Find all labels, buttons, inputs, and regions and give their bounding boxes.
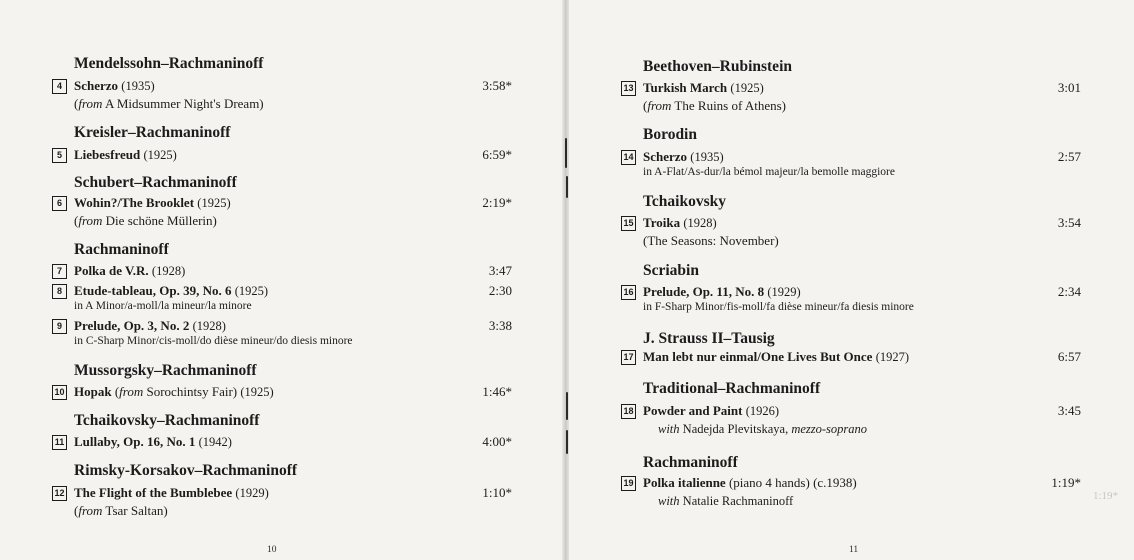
track-year: (1929)	[767, 285, 801, 299]
track-year: (1925)	[730, 81, 764, 95]
track-title: Powder and Paint	[643, 403, 743, 418]
track-title: Liebesfreud	[74, 147, 141, 162]
track-title: Scherzo	[74, 78, 119, 93]
track-year: (1925)	[234, 284, 269, 298]
note-prefix: from	[647, 98, 672, 113]
track-year: (1935)	[690, 150, 724, 164]
with-prefix: with	[658, 422, 680, 436]
track-title: Hopak	[74, 384, 112, 399]
track-year: (1928)	[683, 216, 717, 230]
track-number-box: 8	[52, 284, 67, 299]
composer-heading: Scriabin	[643, 262, 699, 279]
track-number-box: 7	[52, 264, 67, 279]
binding-mark	[566, 392, 568, 420]
note-text: A Midsummer Night's Dream)	[102, 96, 264, 111]
track-title-line	[74, 485, 269, 501]
composer-heading: Rachmaninoff	[74, 241, 169, 258]
track-year: (1926)	[745, 404, 780, 418]
binding-mark	[566, 430, 568, 454]
note-prefix: from	[78, 213, 103, 228]
left-page	[0, 0, 564, 560]
track-number-box: 17	[621, 350, 636, 365]
binding-mark	[566, 176, 568, 198]
track-title-line: Hopak (from Sorochintsy Fair) (1925)	[74, 384, 274, 399]
with-prefix: with	[658, 494, 680, 508]
note-prefix: from	[78, 503, 103, 518]
track-duration: 3:45	[1057, 403, 1081, 418]
track-title-line	[643, 403, 779, 419]
composer-heading: Beethoven–Rubinstein	[643, 58, 792, 75]
binding-mark	[565, 138, 567, 168]
track-number-box: 5	[52, 148, 67, 163]
page-number: 10	[267, 545, 277, 555]
inline-prefix: from	[119, 384, 144, 399]
track-number-box: 11	[52, 435, 67, 450]
composer-heading: Rimsky-Korsakov–Rachmaninoff	[74, 462, 298, 479]
composer-heading: Traditional–Rachmaninoff	[643, 380, 821, 397]
composer-heading: Tchaikovsky–Rachmaninoff	[74, 412, 260, 429]
composer-heading: Tchaikovsky	[643, 193, 726, 210]
track-duration: 1:46*	[482, 384, 512, 399]
track-duration: 2:30	[488, 283, 512, 298]
page-number: 11	[849, 545, 859, 555]
track-key: in C-Sharp Minor/cis-moll/do dièse mineur/do diesis minore	[74, 335, 353, 347]
track-year: (1925)	[143, 148, 177, 162]
composer-heading: Mussorgsky–Rachmaninoff	[74, 362, 257, 379]
track-number-box: 10	[52, 385, 67, 400]
track-performer	[658, 422, 867, 437]
track-number-box: 4	[52, 79, 67, 94]
track-duration: 2:19*	[482, 195, 512, 210]
performer-name: Nadejda Plevitskaya,	[679, 422, 792, 436]
track-year: (1935)	[121, 79, 155, 93]
note-text: Die schöne Müllerin)	[102, 213, 217, 228]
performer-name: Natalie Rachmaninoff	[679, 494, 794, 508]
track-title: Prelude, Op. 3, No. 2	[74, 318, 190, 333]
track-note: (from Tsar Saltan)	[74, 503, 168, 518]
performer-role: mezzo-soprano	[791, 422, 868, 436]
track-duration: 1:10*	[482, 485, 512, 500]
track-performer	[658, 494, 793, 509]
composer-heading: Mendelssohn–Rachmaninoff	[74, 55, 264, 72]
track-year: (1942)	[198, 435, 232, 449]
track-number-box: 18	[621, 404, 636, 419]
track-title: Lullaby, Op. 16, No. 1	[74, 434, 196, 449]
track-duration: 3:38	[488, 318, 512, 333]
track-key: in F-Sharp Minor/fis-moll/fa dièse mineur/fa diesis minore	[643, 301, 914, 313]
track-title: Troika	[643, 215, 681, 230]
track-key: in A Minor/a-moll/la mineur/la minore	[74, 300, 252, 312]
track-duration: 3:47	[488, 263, 512, 278]
track-note: (The Seasons: November)	[643, 233, 779, 248]
track-note: (from The Ruins of Athens)	[643, 98, 787, 113]
track-title-line	[74, 318, 226, 334]
track-title-line	[74, 263, 185, 279]
note-text: Tsar Saltan)	[102, 503, 168, 518]
track-duration: 6:57	[1057, 349, 1081, 364]
track-duration: 2:57	[1057, 149, 1081, 164]
right-page	[569, 0, 1134, 560]
track-title: Polka de V.R.	[74, 263, 149, 278]
track-title: Turkish March	[643, 80, 728, 95]
track-number-box: 14	[621, 150, 636, 165]
track-number-box: 15	[621, 216, 636, 231]
composer-heading: J. Strauss II–Tausig	[643, 330, 775, 347]
track-number-box: 19	[621, 476, 636, 491]
track-title: Man lebt nur einmal/One Lives But Once	[643, 349, 873, 364]
track-title-line	[74, 147, 177, 163]
track-title: Prelude, Op. 11, No. 8	[643, 284, 765, 299]
track-duration: 2:34	[1057, 284, 1081, 299]
track-duration: 6:59*	[482, 147, 512, 162]
track-title-line	[643, 215, 717, 231]
track-title-line	[74, 434, 232, 450]
track-extra: (piano 4 hands) (c.1938)	[725, 475, 857, 490]
track-title: Scherzo	[643, 149, 688, 164]
composer-heading: Schubert–Rachmaninoff	[74, 174, 237, 191]
track-year: (1928)	[192, 319, 226, 333]
composer-heading: Rachmaninoff	[643, 454, 738, 471]
track-number-box: 16	[621, 285, 636, 300]
track-duration: 3:54	[1057, 215, 1081, 230]
track-note: (from Die schöne Müllerin)	[74, 213, 217, 228]
composer-heading: Kreisler–Rachmaninoff	[74, 124, 231, 141]
note-prefix: from	[78, 96, 103, 111]
track-title-line	[74, 283, 268, 299]
track-year: (1925)	[240, 385, 274, 399]
track-title-line	[74, 195, 231, 211]
track-number-box: 12	[52, 486, 67, 501]
track-year: (1927)	[875, 350, 910, 364]
bleed-through-text: 1:19*	[1093, 490, 1119, 502]
note-text: The Ruins of Athens)	[671, 98, 787, 113]
track-title-line	[643, 80, 764, 96]
track-year: (1928)	[151, 264, 186, 278]
track-note: (from A Midsummer Night's Dream)	[74, 96, 264, 111]
track-number-box: 9	[52, 319, 67, 334]
track-title: Wohin?/The Brooklet	[74, 195, 195, 210]
track-title: Polka italienne	[643, 475, 726, 490]
track-title-line	[643, 349, 909, 365]
track-title-line	[643, 284, 801, 300]
inline-note: Sorochintsy Fair)	[143, 384, 238, 399]
track-duration: 3:01	[1057, 80, 1081, 95]
track-title-line	[643, 475, 857, 491]
composer-heading: Borodin	[643, 126, 697, 143]
track-duration: 1:19*	[1051, 475, 1081, 490]
track-year: (1929)	[235, 486, 269, 500]
track-title: The Flight of the Bumblebee	[74, 485, 233, 500]
track-number-box: 6	[52, 196, 67, 211]
track-year: (1925)	[197, 196, 231, 210]
track-key: in A-Flat/As-dur/la bémol majeur/la bemolle maggiore	[643, 166, 895, 178]
track-title-line	[74, 78, 155, 94]
track-title-line	[643, 149, 724, 165]
track-title: Etude-tableau, Op. 39, No. 6	[74, 283, 232, 298]
track-duration: 4:00*	[482, 434, 512, 449]
track-number-box: 13	[621, 81, 636, 96]
track-duration: 3:58*	[482, 78, 512, 93]
